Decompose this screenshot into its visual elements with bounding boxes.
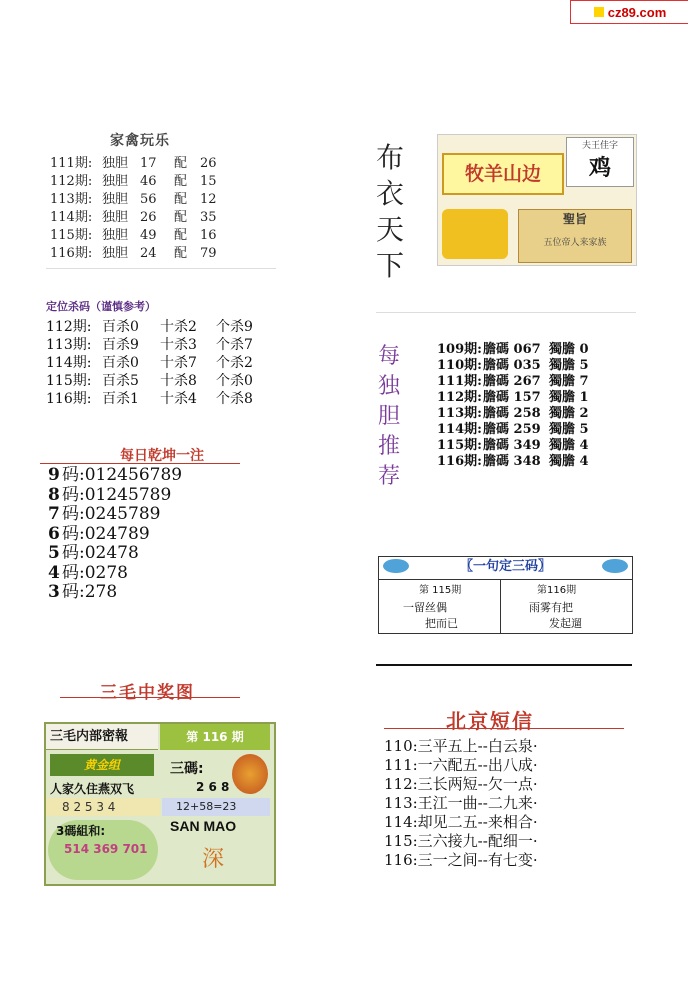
cell-period: 115期: bbox=[437, 438, 482, 453]
cell-period: 116期: bbox=[50, 246, 93, 261]
cell-a: 独胆 bbox=[102, 174, 129, 189]
cell-a: 膽碼 348 bbox=[483, 454, 541, 469]
cell-b: 46 bbox=[140, 174, 157, 189]
cell-a: 膽碼 259 bbox=[483, 422, 541, 437]
cell-a: 独胆 bbox=[102, 156, 129, 171]
panel1-list bbox=[50, 155, 230, 263]
code-label: 码: bbox=[62, 582, 85, 602]
cell-period: 112期: bbox=[50, 174, 93, 189]
list-item bbox=[48, 505, 182, 525]
list-item: 111:一六配五--出八成· bbox=[384, 756, 538, 774]
sanmao-banner: 黄金组 bbox=[50, 754, 154, 776]
cell-period: 116期: bbox=[46, 391, 92, 407]
right1-scroll bbox=[518, 209, 632, 263]
cell-period: 114期: bbox=[50, 210, 93, 225]
sanmao-code3-label: 三碼: bbox=[170, 761, 204, 777]
cell-b: 17 bbox=[140, 156, 157, 171]
cell-b: 獨膽 4 bbox=[549, 454, 589, 469]
code-count: 9 bbox=[48, 465, 60, 485]
table-row bbox=[46, 318, 253, 336]
cell-b: 獨膽 5 bbox=[549, 358, 589, 373]
table-row bbox=[46, 390, 253, 408]
panel4-title: 三毛中奖图 bbox=[100, 683, 195, 703]
cell-b: 獨膽 2 bbox=[549, 406, 589, 421]
sanmao-brand: SAN MAO bbox=[170, 818, 237, 834]
cell-d: 12 bbox=[200, 192, 217, 207]
right2-list bbox=[437, 342, 589, 470]
sanmao-sum-values: 514 369 701 bbox=[64, 842, 148, 856]
panel3-underline bbox=[40, 463, 240, 464]
cell-b: 24 bbox=[140, 246, 157, 261]
right3-box bbox=[378, 556, 633, 634]
code-value: 012456789 bbox=[84, 465, 183, 485]
bird-icon bbox=[383, 559, 409, 573]
right1-scroll-title: 聖旨 bbox=[562, 212, 587, 226]
cell-c: 个杀7 bbox=[216, 337, 253, 353]
cell-period: 111期: bbox=[437, 374, 482, 389]
code-count: 5 bbox=[48, 543, 60, 563]
list-item bbox=[48, 583, 182, 603]
table-row bbox=[437, 406, 589, 422]
code-label: 码: bbox=[62, 465, 85, 485]
right1-image bbox=[437, 134, 637, 266]
right2-vertical-title: 每独胆推荐 bbox=[378, 344, 401, 489]
cell-period: 112期: bbox=[46, 319, 92, 335]
cell-period: 113期: bbox=[437, 406, 482, 421]
table-row bbox=[46, 372, 253, 390]
right1-img-side: 夫王佳字 bbox=[581, 141, 618, 151]
list-item bbox=[48, 466, 182, 486]
divider bbox=[376, 312, 636, 313]
code-count: 7 bbox=[48, 504, 60, 524]
cell-c: 配 bbox=[174, 174, 188, 189]
list-item bbox=[48, 564, 182, 584]
cell-a: 百杀0 bbox=[102, 319, 139, 335]
cell-period: 112期: bbox=[437, 390, 482, 405]
table-row bbox=[437, 374, 589, 390]
cell-b: 49 bbox=[140, 228, 157, 243]
cell-b: 獨膽 5 bbox=[549, 422, 589, 437]
right4-list bbox=[384, 737, 538, 870]
cell-c: 个杀2 bbox=[216, 355, 253, 371]
panel2-title: 定位杀码（谨慎参考） bbox=[46, 300, 156, 313]
right3-title: 〖一句定三码〗 bbox=[459, 559, 551, 574]
cell-b: 獨膽 4 bbox=[549, 438, 589, 453]
cell-a: 独胆 bbox=[102, 192, 129, 207]
bird-icon bbox=[602, 559, 628, 573]
cell-a: 膽碼 035 bbox=[483, 358, 541, 373]
cell-b: 56 bbox=[140, 192, 157, 207]
code-value: 278 bbox=[84, 582, 118, 602]
list-item: 113:王江一曲--二九来· bbox=[384, 794, 538, 812]
cell-d: 26 bbox=[200, 156, 217, 171]
code-label: 码: bbox=[62, 523, 85, 544]
cell-b: 獨膽 7 bbox=[549, 374, 589, 389]
table-row bbox=[50, 155, 230, 173]
table-row bbox=[437, 438, 589, 454]
cell-period: 114期: bbox=[437, 422, 482, 437]
right1-img-main: 牧羊山边 bbox=[442, 153, 564, 195]
list-item: 112:三长两短--欠一点· bbox=[384, 775, 538, 793]
panel3-title: 每日乾坤一注 bbox=[120, 448, 204, 464]
cell-c: 个杀8 bbox=[216, 391, 253, 407]
table-row bbox=[50, 173, 230, 191]
table-row bbox=[437, 422, 589, 438]
cell-period: 114期: bbox=[46, 355, 92, 371]
cell-period: 109期: bbox=[437, 342, 482, 357]
cell-a: 膽碼 067 bbox=[483, 342, 541, 357]
cell-d: 16 bbox=[200, 228, 217, 243]
right3-col2-l2: 发起遛 bbox=[549, 617, 582, 630]
cell-period: 115期: bbox=[46, 373, 92, 389]
cell-a: 膽碼 157 bbox=[483, 390, 541, 405]
cell-a: 膽碼 349 bbox=[483, 438, 541, 453]
sanmao-prize-image bbox=[44, 722, 276, 886]
code-count: 8 bbox=[48, 484, 60, 505]
flower-icon bbox=[232, 754, 268, 794]
list-item: 115:三六接九--配细一· bbox=[384, 832, 538, 850]
cell-a: 百杀9 bbox=[102, 337, 139, 353]
table-row bbox=[46, 354, 253, 372]
cell-a: 百杀5 bbox=[102, 373, 139, 389]
cell-c: 个杀0 bbox=[216, 373, 253, 389]
table-row bbox=[437, 342, 589, 358]
cell-c: 配 bbox=[174, 246, 188, 261]
list-item: 114:却见二五--来相合· bbox=[384, 813, 538, 831]
cell-a: 独胆 bbox=[102, 228, 129, 243]
badge-text: cz89.com bbox=[607, 4, 667, 20]
right3-col2-l1: 雨雾有把 bbox=[529, 601, 573, 614]
table-row bbox=[50, 245, 230, 263]
cell-b: 十杀4 bbox=[160, 391, 197, 407]
sanmao-slogan: 人家久住燕双飞 bbox=[50, 782, 135, 796]
cell-period: 113期: bbox=[50, 192, 93, 207]
badge-square-icon bbox=[594, 7, 604, 17]
cell-period: 111期: bbox=[50, 156, 93, 171]
site-badge[interactable] bbox=[570, 0, 688, 24]
code-value: 02478 bbox=[84, 543, 139, 563]
table-row bbox=[46, 336, 253, 354]
code-label: 码: bbox=[62, 504, 85, 524]
sanmao-header-left: 三毛内部密報 bbox=[46, 724, 158, 750]
cell-b: 十杀7 bbox=[160, 355, 197, 371]
cell-a: 百杀0 bbox=[102, 355, 139, 371]
cell-b: 獨膽 1 bbox=[549, 390, 589, 405]
sanmao-issue: 第 116 期 bbox=[160, 724, 270, 750]
code-value: 01245789 bbox=[84, 484, 172, 505]
emblem-icon bbox=[442, 209, 508, 259]
cell-b: 十杀2 bbox=[160, 319, 197, 335]
right1-scroll-text: 五位帝人来家族 bbox=[543, 238, 607, 248]
code-value: 0245789 bbox=[84, 504, 161, 524]
right3-col2-head: 第116期 bbox=[537, 585, 577, 596]
cell-b: 獨膽 0 bbox=[549, 342, 589, 357]
panel2-list bbox=[46, 318, 253, 408]
right1-img-side-box bbox=[566, 137, 634, 187]
cell-c: 配 bbox=[174, 156, 188, 171]
right4-title: 北京短信 bbox=[446, 709, 534, 733]
cell-c: 配 bbox=[174, 228, 188, 243]
cell-b: 26 bbox=[140, 210, 157, 225]
table-row bbox=[437, 390, 589, 406]
cell-d: 35 bbox=[200, 210, 217, 225]
divider bbox=[376, 664, 632, 666]
code-label: 码: bbox=[62, 562, 85, 583]
divider bbox=[46, 268, 276, 269]
table-row bbox=[50, 191, 230, 209]
cell-c: 个杀9 bbox=[216, 319, 253, 335]
list-item bbox=[48, 544, 182, 564]
code-count: 6 bbox=[48, 523, 60, 544]
list-item bbox=[48, 486, 182, 506]
right1-vertical-title: 布衣天下 bbox=[376, 141, 405, 282]
right3-col1-head: 第 115期 bbox=[419, 585, 462, 596]
cell-a: 独胆 bbox=[102, 210, 129, 225]
cell-a: 膽碼 267 bbox=[483, 374, 541, 389]
table-row bbox=[50, 227, 230, 245]
cell-a: 百杀1 bbox=[102, 391, 139, 407]
sanmao-sum-label: 3碼組和: bbox=[56, 824, 106, 838]
right3-col1-l2: 把而已 bbox=[425, 617, 458, 630]
sanmao-brand-char: 深 bbox=[202, 847, 225, 872]
panel1-title: 家禽玩乐 bbox=[110, 133, 170, 149]
table-row bbox=[437, 358, 589, 374]
cell-period: 110期: bbox=[437, 358, 482, 373]
table-row bbox=[437, 454, 589, 470]
code-value: 024789 bbox=[84, 523, 150, 544]
cell-period: 113期: bbox=[46, 337, 92, 353]
cell-b: 十杀8 bbox=[160, 373, 197, 389]
cell-a: 膽碼 258 bbox=[483, 406, 541, 421]
sanmao-digits: 8 2 5 3 4 bbox=[46, 798, 160, 816]
cell-period: 116期: bbox=[437, 454, 482, 469]
table-row bbox=[50, 209, 230, 227]
list-item: 116:三一之间--有七变· bbox=[384, 851, 538, 869]
cell-c: 配 bbox=[174, 192, 188, 207]
code-label: 码: bbox=[62, 484, 85, 505]
code-label: 码: bbox=[62, 543, 85, 563]
right3-col1-l1: 一留丝偶 bbox=[403, 601, 447, 614]
list-item bbox=[48, 525, 182, 545]
panel4-underline bbox=[60, 697, 240, 698]
code-count: 4 bbox=[48, 562, 60, 583]
cell-a: 独胆 bbox=[102, 246, 129, 261]
cell-d: 79 bbox=[200, 246, 217, 261]
code-value: 0278 bbox=[84, 562, 128, 583]
panel3-list bbox=[48, 466, 182, 603]
list-item: 110:三平五上--白云泉· bbox=[384, 737, 538, 755]
sanmao-code3-value: 2 6 8 bbox=[196, 780, 230, 794]
code-count: 3 bbox=[48, 582, 60, 602]
sanmao-sum-expr: 12+58=23 bbox=[162, 798, 270, 816]
right4-underline bbox=[384, 728, 624, 729]
cell-d: 15 bbox=[200, 174, 217, 189]
cell-b: 十杀3 bbox=[160, 337, 197, 353]
cell-c: 配 bbox=[174, 210, 188, 225]
cell-period: 115期: bbox=[50, 228, 93, 243]
right1-img-mark: 鸡 bbox=[588, 155, 611, 181]
